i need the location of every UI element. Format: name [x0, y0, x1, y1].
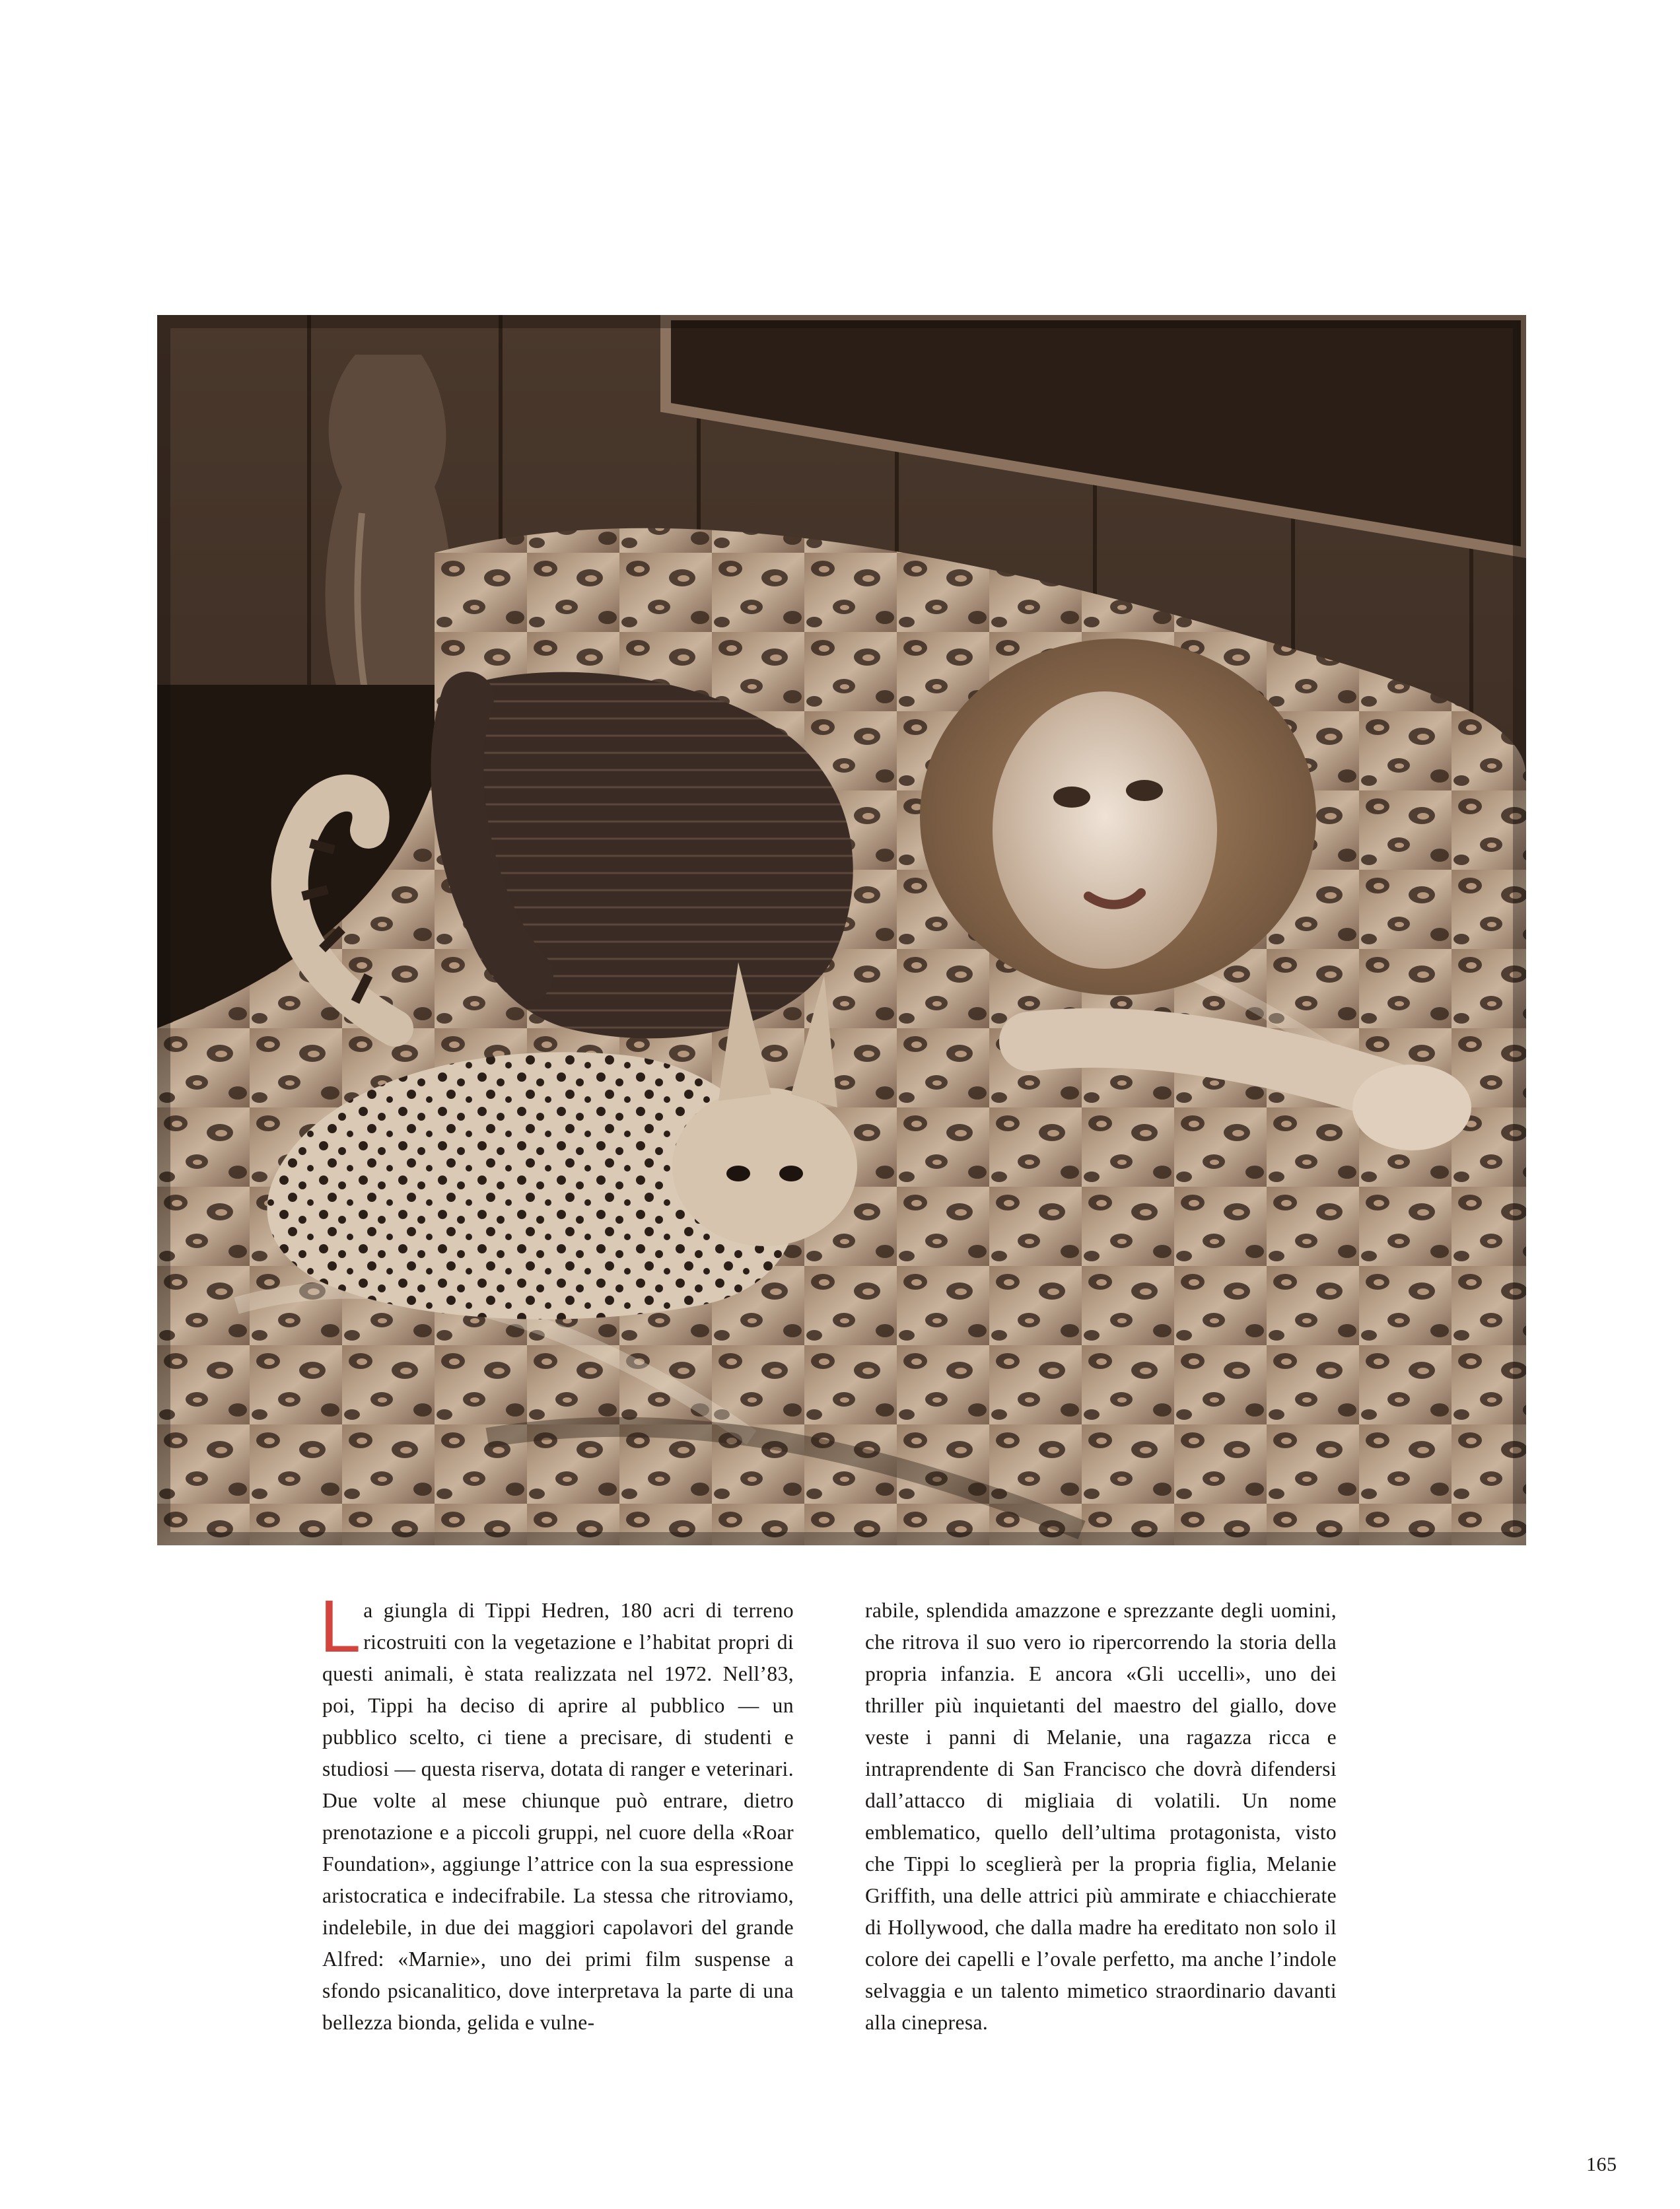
page-number: 165	[1586, 2154, 1617, 2175]
right-column-text: rabile, splendida amazzone e sprezzante degli uomini, che ritrova il suo vero io ripercorrendo la storia della propria infanzia. E ancora «Gli uccelli», uno dei thriller più inquietanti del maestro del giallo, dove veste i panni di Melanie, una ragazza ricca e intraprendente di San Francisco che dovrà difendersi dall’attacco di migliaia di volatili. Un nome emblematico, quello dell’ultima protagonista, visto che Tippi lo sceglierà per la propria figlia, Melanie Griffith, una delle attrici più ammirate e chiacchierate di Hollywood, che dalla madre ha ereditato non solo il colore dei capelli e l’ovale perfetto, ma anche l’indole selvaggia e un talento mimetico straordinario davanti alla cinepresa.	[865, 1599, 1337, 2034]
photo-illustration	[157, 315, 1526, 1545]
article-paragraph-left	[320, 1585, 794, 2039]
photograph	[157, 315, 1526, 1545]
drop-cap: L	[320, 1585, 360, 1667]
left-column-text: a giungla di Tippi Hedren, 180 acri di terreno ricostruiti con la vegetazione e l’habitat propri di questi animali, è stata realizzata nel 1972. Nell’83, poi, Tippi ha deciso di aprire al pubblico — un pubblico scelto, ci tiene a precisare, di studenti e studiosi — questa riserva, dotata di ranger e veterinari. Due volte al mese chiunque può entrare, dietro prenotazione e a piccoli gruppi, nel cuore della «Roar Foundation», aggiunge l’attrice con la sua espressione aristocratica e indecifrabile. La stessa che ritroviamo, indelebile, in due dei maggiori capolavori del grande Alfred: «Marnie», uno dei primi film suspense a sfondo psicanalitico, dove interpretava la parte di una bellezza bionda, gelida e vulne-	[322, 1599, 794, 2034]
article-column-left	[320, 1585, 794, 2057]
article-column-right	[865, 1595, 1337, 2057]
